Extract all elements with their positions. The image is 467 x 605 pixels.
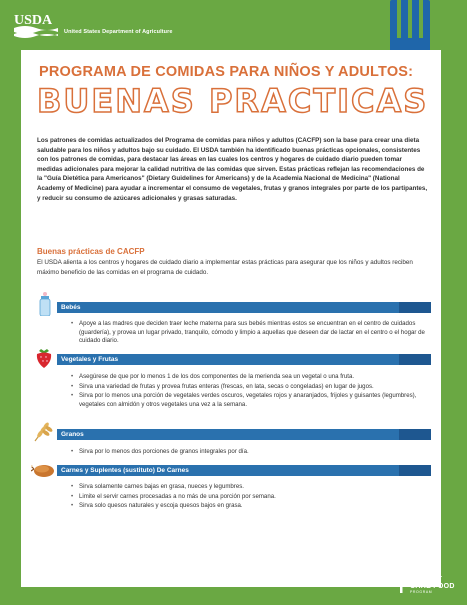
- list-item: • Sirva por lo menos dos porciones de granos integrales por día.: [79, 448, 429, 457]
- list-item: • Sirva solo quesos naturales y escoja quesos bajos en grasa.: [79, 502, 429, 511]
- title-line-2: BUENAS PRACTICAS: [37, 82, 429, 120]
- section-title: Carnes y Suplentes (sustituto) De Carnes: [61, 467, 189, 474]
- list-item: • Asegúrese de que por lo menos 1 de los dos componentes de la merienda sea un vegetal o una fruta.: [79, 373, 429, 382]
- list-item: • Sirva una variedad de frutas y provea frutas enteras (frescas, en lata, secas o congeladas) en lugar de jugos.: [79, 383, 429, 392]
- practices-heading: Buenas prácticas de CACFP: [37, 247, 145, 256]
- wheat-icon: [32, 420, 54, 442]
- usda-logo-text: USDA: [14, 13, 53, 28]
- cacfp-logo: [395, 569, 457, 599]
- list-item: • Apoye a las madres que deciden traer leche materna para sus bebés mientras estos se encuentran en el centro de cuidados (guardería), y provea un lugar privado, tranquilo, cómodo y limpio a aquellas que deseen dar de lactar en el centro o el hogar de cuidado diario.: [79, 320, 429, 346]
- bullet-list-granos: [79, 448, 429, 458]
- section-bar-carnes: [57, 465, 431, 476]
- fork-figure-icon: [395, 571, 407, 593]
- section-title: Granos: [61, 431, 84, 438]
- bullet-list-vegetales: [79, 373, 429, 410]
- list-item: • Sirva por lo menos una porción de vegetales verdes oscuros, vegetales rojos y anaranjados, frijoles y guisantes (legumbres), vegetales con almidón y otros vegetales una vez a la semana.: [79, 392, 429, 409]
- section-bar-bebes: [57, 302, 431, 313]
- cacfp-line-4: PROGRAM: [410, 590, 433, 594]
- strawberry-icon: [35, 348, 53, 368]
- usda-logo: [14, 10, 58, 38]
- practices-text: El USDA alienta a los centros y hogares de cuidado diario a implementar estas prácticas para asegurar que los niños y adultos reciben máximo beneficio de las comidas en el programa de cuidado.: [37, 259, 413, 276]
- section-title: Bebés: [61, 304, 81, 311]
- intro-paragraph: Los patrones de comidas actualizados del Programa de comidas para niños y adultos (CACFP) son la base para crear una dieta saludable para los niños y adultos bajo su cuidado. El USDA también ha identificado buenas prácticas opcionales, consistentes con los patrones de comidas, para destacar las áreas en las cuales los centros y hogares de cuidado diario pueden tomar medidas adicionales para mejorar la calidad nutritiva de las comidas que sirven. Estas prácticas reflejan las recomendaciones de la "Guía Dietética para Americanos" (Dietary Guidelines for Americans) y de la Academia Nacional de Medicina" (National Academy of Medicine) para ayudar a incrementar el consumo de vegetales, frutas y granos integrales por parte de los partipantes, y reducir su consumo de azúcares adicionales y grasas saturadas.: [37, 137, 428, 202]
- cacfp-line-1: CHILD: [410, 569, 433, 576]
- bullet-list-bebes: [79, 320, 429, 347]
- section-title: Vegetales y Frutas: [61, 356, 119, 363]
- list-item: • Sirva solamente carnes bajas en grasa, nueces y legumbres.: [79, 483, 429, 492]
- cacfp-line-3: CARE FOOD: [410, 583, 455, 590]
- content-card: [21, 50, 441, 587]
- cacfp-line-2: & ADULT: [410, 576, 443, 583]
- roast-chicken-icon: [31, 460, 55, 478]
- bullet-list-carnes: [79, 483, 429, 512]
- section-bar-granos: [57, 429, 431, 440]
- list-item: • Limite el servir carnes procesadas a no más de una porción por semana.: [79, 493, 429, 502]
- title-line-1: PROGRAMA DE COMIDAS PARA NIÑOS Y ADULTOS:: [39, 64, 414, 80]
- section-bar-vegetales: [57, 354, 431, 365]
- agency-name: United States Department of Agriculture: [64, 29, 173, 35]
- baby-bottle-icon: [39, 292, 51, 316]
